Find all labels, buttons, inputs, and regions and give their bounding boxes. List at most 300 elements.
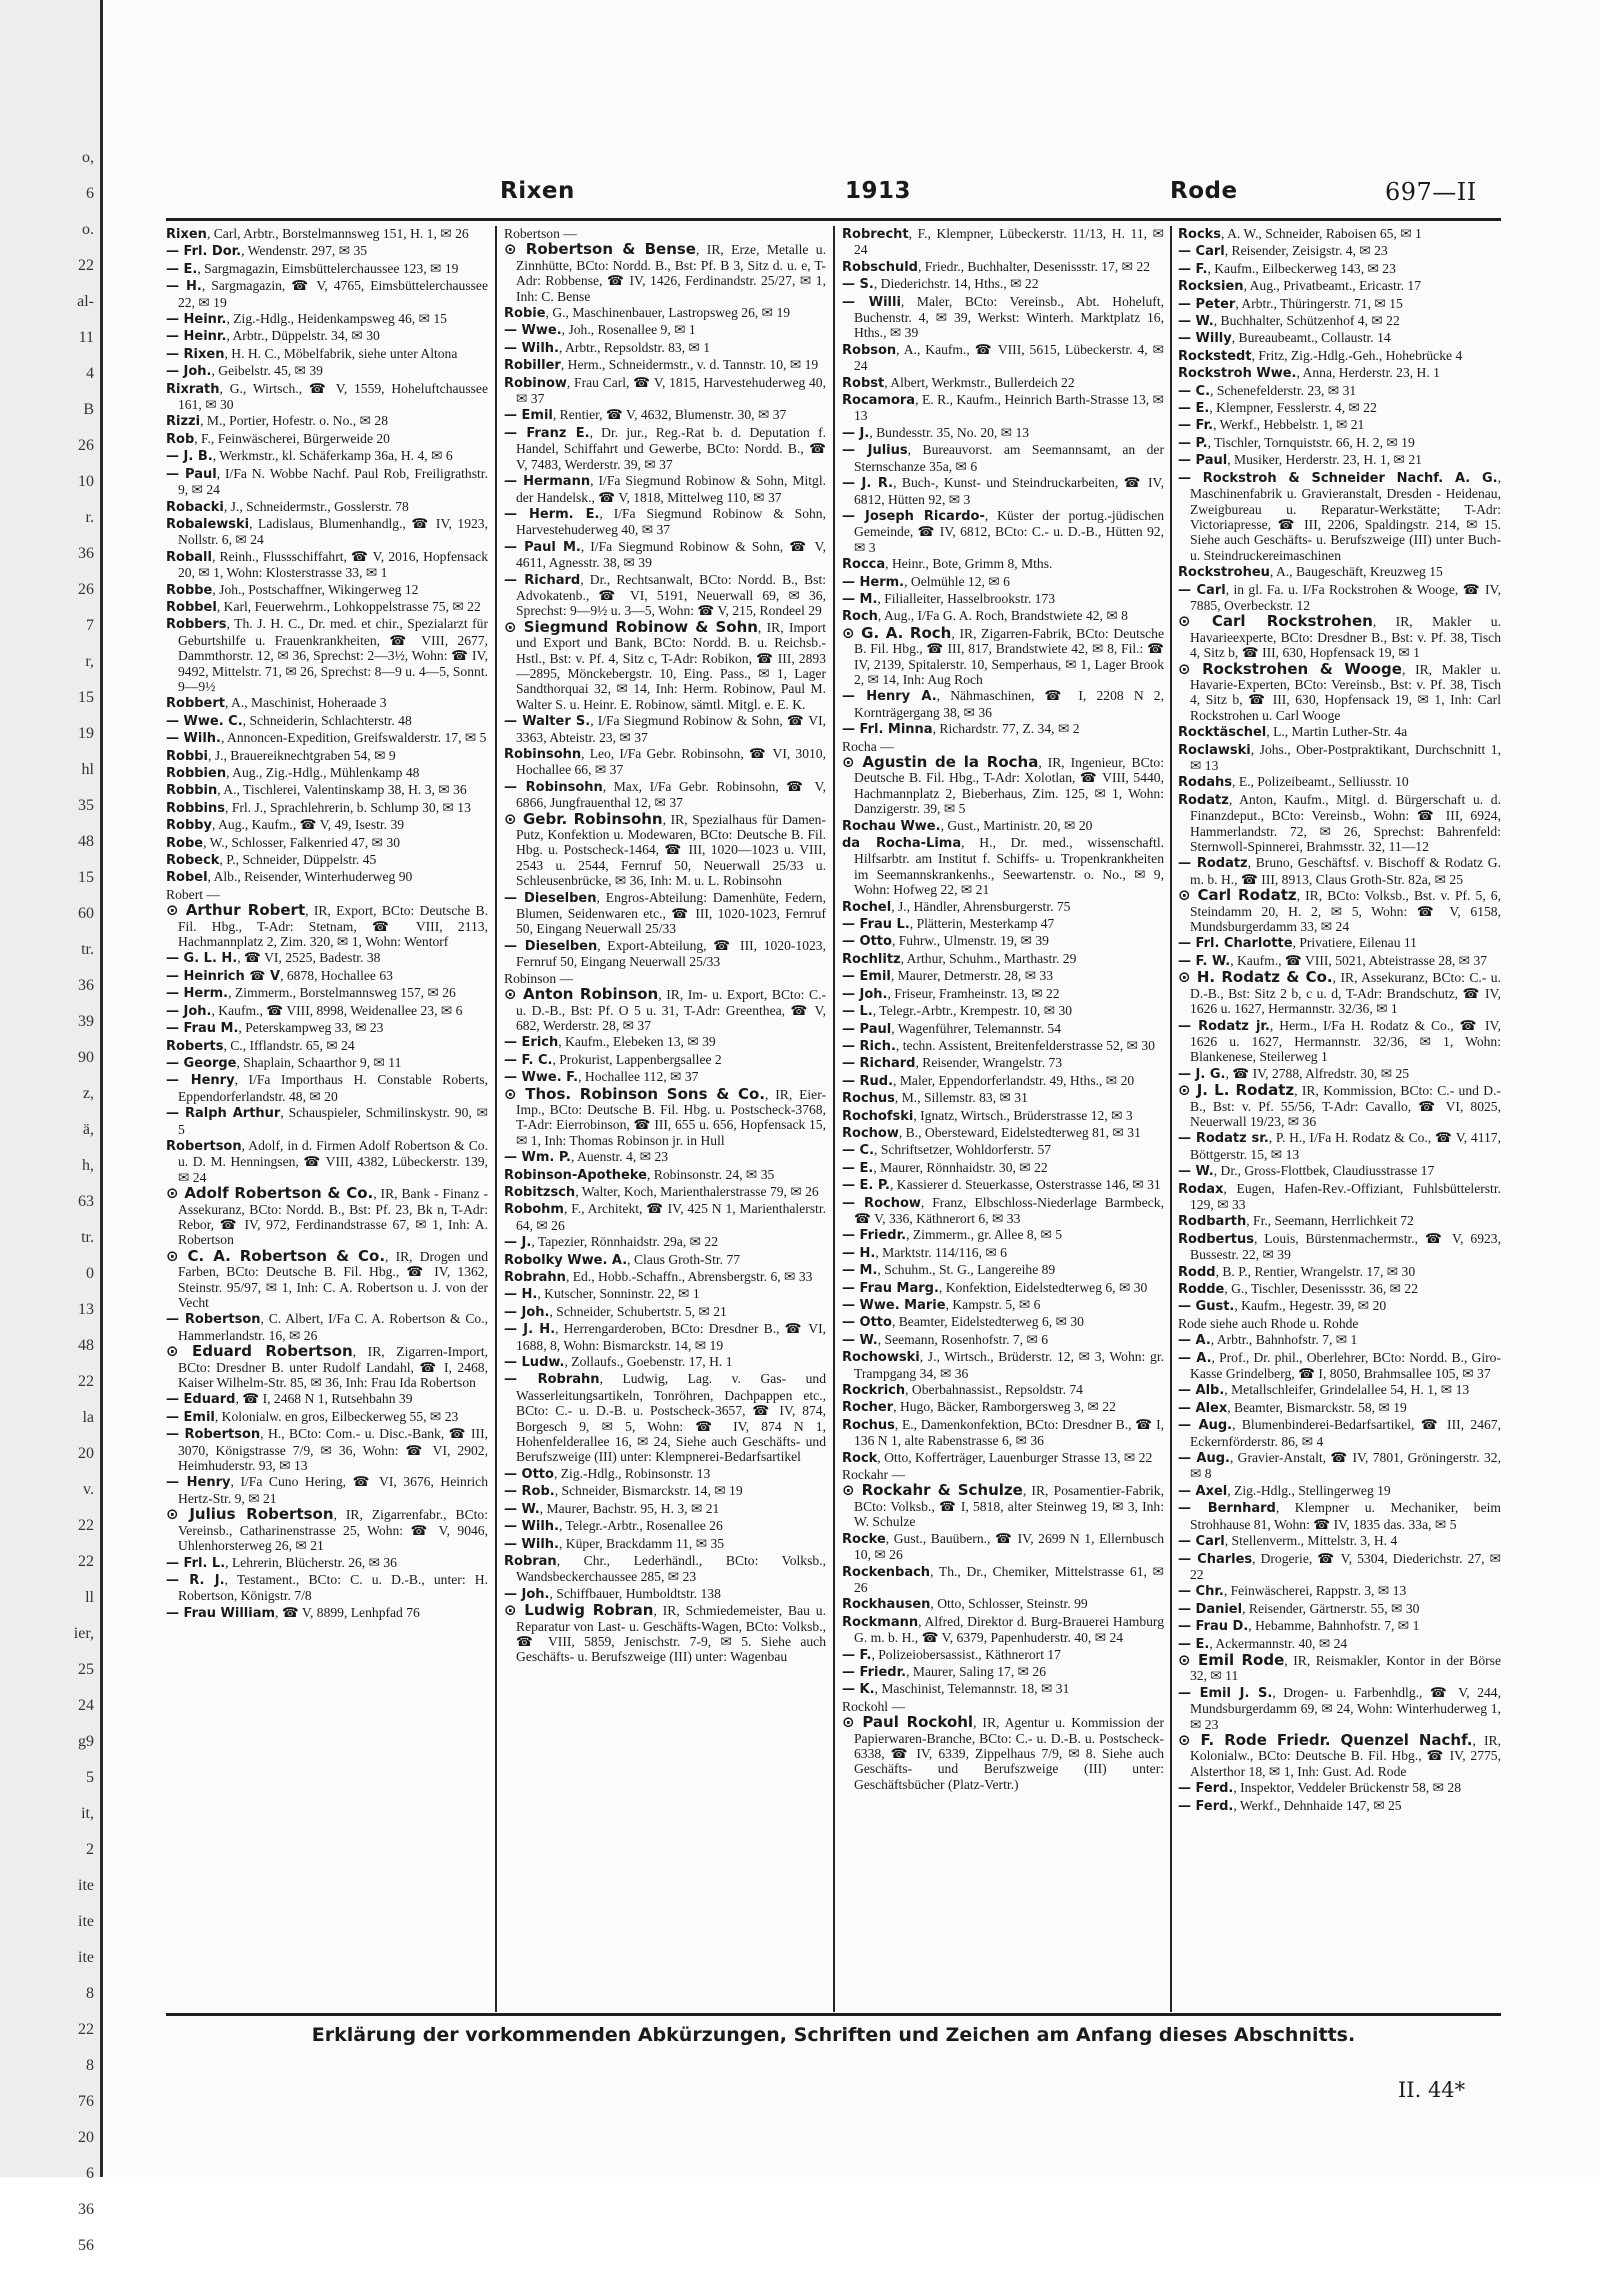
directory-entry: — F. C., Prokurist, Lappenbergsallee 2 bbox=[504, 1051, 722, 1068]
margin-fragment: 13 bbox=[78, 1301, 94, 1318]
directory-entry: Robinson-Apotheke, Robinsonstr. 24, ✉ 35 bbox=[504, 1166, 775, 1183]
margin-fragment: r, bbox=[85, 653, 94, 670]
directory-entry: Rochus, E., Damenkonfektion, BCto: Dresdner B., ☎ I, 136 N 1, alte Rabenstrasse 6, ✉ 36 bbox=[842, 1416, 1164, 1449]
directory-entry: Robbien, Aug., Zig.-Hdlg., Mühlenkamp 48 bbox=[166, 765, 420, 781]
directory-entry: — Alb., Metallschleifer, Grindelallee 54, H. 1, ✉ 13 bbox=[1178, 1382, 1470, 1399]
directory-entry: — Wwe. C., Schneiderin, Schlachterstr. 48 bbox=[166, 712, 412, 729]
directory-entry: — Ferd., Werkf., Dehnhaide 147, ✉ 25 bbox=[1178, 1797, 1402, 1814]
directory-entry: — Herm. E., I/Fa Siegmund Robinow & Sohn, Harvestehuderweg 40, ✉ 37 bbox=[504, 505, 826, 538]
directory-entry: Robertson — bbox=[504, 226, 577, 241]
directory-entry: Robeck, P., Schneider, Düppelstr. 45 bbox=[166, 852, 377, 869]
margin-fragment: 48 bbox=[78, 1337, 94, 1354]
directory-entry: — Joh., Kaufm., ☎ VIII, 8998, Weidenallee 23, ✉ 6 bbox=[166, 1002, 463, 1019]
directory-entry: Rockstroh Wwe., Anna, Herderstr. 23, H. 1 bbox=[1178, 365, 1440, 382]
directory-entry: — Frau L., Plätterin, Mesterkamp 47 bbox=[842, 916, 1055, 933]
directory-entry: — Carl, in gl. Fa. u. I/Fa Rockstrohen & Wooge, ☎ IV, 7885, Overbeckstr. 12 bbox=[1178, 581, 1501, 613]
directory-entry: — Rochow, Franz, Elbschloss-Niederlage Barmbeck, ☎ V, 336, Käthnerort 6, ✉ 33 bbox=[842, 1194, 1164, 1226]
directory-entry: Rocamora, E. R., Kaufm., Heinrich Barth-Strasse 13, ✉ 13 bbox=[842, 392, 1164, 424]
running-header bbox=[170, 178, 1490, 214]
margin-fragment: 22 bbox=[78, 1373, 94, 1390]
directory-entry: ⊙ Rockahr & Schulze, IR, Posamentier-Fabrik, BCto: Volksb., ☎ I, 5818, alter Steinweg 19, ✉ 3, Inh: W. Schulze bbox=[842, 1481, 1164, 1530]
directory-entry: Robschuld, Friedr., Buchhalter, Desenissstr. 17, ✉ 22 bbox=[842, 258, 1151, 275]
directory-entry: ⊙ Gebr. Robinsohn, IR, Spezialhaus für Damen-Putz, Konfektion u. Modewaren, BCto: Deutsche B. Fil. Hbg. u. Postscheck-1464, ☎ III, 1020—1023 u. VIII, 2543 u. 2544, Fernruf 50, Neuerwall 25/33 u. Schleusenbrücke, ✉ 36, Inh: M. u. L. Robinsohn bbox=[504, 809, 827, 889]
directory-entry: Robst, Albert, Werkmstr., Bullerdeich 22 bbox=[842, 374, 1075, 391]
margin-fragment: 36 bbox=[78, 2201, 94, 2218]
margin-fragment: 39 bbox=[78, 1013, 94, 1030]
directory-entry: — Frl. L., Lehrerin, Blücherstr. 26, ✉ 36 bbox=[166, 1554, 397, 1571]
directory-entry: Rockstroheu, A., Baugeschäft, Kreuzweg 15 bbox=[1178, 564, 1443, 581]
directory-entry: ⊙ C. A. Robertson & Co., IR, Drogen und Farben, BCto: Deutsche B. Fil. Hbg., ☎ IV, 1362, Steinstr. 95/97, ✉ 1, Inh: C. A. Robertson u. J. von der Vecht bbox=[166, 1246, 489, 1310]
margin-fragment: 15 bbox=[78, 869, 94, 886]
directory-entry: Rizzi, M., Portier, Hofestr. o. No., ✉ 28 bbox=[166, 413, 388, 430]
directory-entry: — George, Shaplain, Schaarthor 9, ✉ 11 bbox=[166, 1054, 402, 1071]
directory-entry: Robran, Chr., Lederhändl., BCto: Volksb., Wandsbeckerchaussee 285, ✉ 23 bbox=[504, 1552, 826, 1585]
directory-entry: — Henry, I/Fa Importhaus H. Constable Roberts, Eppendorferlandstr. 48, ✉ 20 bbox=[166, 1072, 488, 1104]
directory-entry: — Herm., Zimmerm., Borstelmannsweg 157, ✉ 26 bbox=[166, 985, 456, 1002]
directory-entry: — Richard, Dr., Rechtsanwalt, BCto: Nordd. B., Bst: Advokatenb., ☎ VI, 5191, Neuerwall 69, ✉ 36, Sprechst: 9—9½ u. 3—5, Wohn: ☎ V, 215, Rondeel 29 bbox=[504, 571, 827, 619]
directory-entry: — Ralph Arthur, Schauspieler, Schmilinskystr. 90, ✉ 5 bbox=[166, 1105, 488, 1137]
directory-entry: — Frau Marg., Konfektion, Eidelstedterweg 6, ✉ 30 bbox=[842, 1279, 1148, 1296]
directory-entry: Robby, Aug., Kaufm., ☎ V, 49, Isestr. 39 bbox=[166, 817, 405, 834]
directory-entry: Robohm, F., Architekt, ☎ IV, 425 N 1, Marienthalerstr. 64, ✉ 26 bbox=[504, 1201, 826, 1233]
directory-entry: — Frl. Charlotte, Privatiere, Eilenau 11 bbox=[1178, 935, 1417, 952]
margin-fragment: it, bbox=[81, 1805, 94, 1822]
margin-fragment: 7 bbox=[86, 617, 94, 634]
directory-entry: Roberts, C., Ifflandstr. 65, ✉ 24 bbox=[166, 1037, 355, 1054]
directory-entry: — Wwe. Marie, Kampstr. 5, ✉ 6 bbox=[842, 1297, 1041, 1313]
directory-entry: — H., Sargmagazin, ☎ V, 4765, Eimsbüttelerchaussee 22, ✉ 19 bbox=[166, 278, 488, 310]
directory-entry: ⊙ Carl Rockstrohen, IR, Makler u. Havarieexperte, BCto: Dresdner B., Bst: v. Pf. 38, Tisch 4, Sitz b, ☎ III, 630, Hopfensack 19, ✉ 1 bbox=[1178, 612, 1501, 661]
directory-entry: — Emil, Rentier, ☎ V, 4632, Blumenstr. 30, ✉ 37 bbox=[504, 407, 787, 424]
column-3 bbox=[842, 226, 1164, 2012]
margin-fragment: 8 bbox=[86, 2057, 94, 2074]
directory-entry: — Rich., techn. Assistent, Breitenfelderstrasse 52, ✉ 30 bbox=[842, 1037, 1155, 1054]
margin-fragment: 22 bbox=[78, 2021, 94, 2038]
directory-entry: Rochel, J., Händler, Ahrensburgerstr. 75 bbox=[842, 898, 1071, 915]
abbreviation-note: Erklärung der vorkommenden Abkürzungen, Schriften und Zeichen am Anfang dieses Abschnitts. bbox=[311, 2024, 1356, 2046]
margin-fragment: 22 bbox=[78, 257, 94, 274]
directory-entry: Robolky Wwe. A., Claus Groth-Str. 77 bbox=[504, 1251, 741, 1268]
directory-entry: — J. G., ☎ IV, 2788, Alfredstr. 30, ✉ 25 bbox=[1178, 1065, 1410, 1082]
directory-entry: — Aug., Gravier-Anstalt, ☎ IV, 7801, Gröningerstr. 32, ✉ 8 bbox=[1178, 1450, 1501, 1482]
directory-entry: — Alex, Beamter, Bismarckstr. 58, ✉ 19 bbox=[1178, 1399, 1407, 1416]
directory-entry: ⊙ Adolf Robertson & Co., IR, Bank - Finanz - Assekuranz, BCto: Nordd. B., Bst: Pf. 23, Bk n, T-Adr: Rebor, ☎ IV, 972, Ferdinandstrasse 67, ✉ 1, Inh: A. Robertson bbox=[166, 1184, 488, 1248]
directory-entry: — W., Maurer, Bachstr. 95, H. 3, ✉ 21 bbox=[504, 1500, 720, 1517]
directory-entry: ⊙ H. Rodatz & Co., IR, Assekuranz, BCto: C.- u. D.-B., Bst: Sitz 2 b, c u. d, T-Adr: Brandschutz, ☎ IV, 1626 u. 1627, Hermannstr. 32/36, ✉ 1 bbox=[1178, 968, 1501, 1017]
directory-entry: Rockstedt, Fritz, Zig.-Hdlg.-Geh., Hohebrücke 4 bbox=[1178, 347, 1463, 364]
directory-entry: — Henry, I/Fa Cuno Hering, ☎ VI, 3676, Heinrich Hertz-Str. 9, ✉ 21 bbox=[166, 1474, 488, 1506]
header-right-keyword: Rode bbox=[1170, 178, 1238, 204]
directory-entry: — Rob., Schneider, Bismarckstr. 14, ✉ 19 bbox=[504, 1483, 743, 1500]
directory-entry: — Dieselben, Export-Abteilung, ☎ III, 1020-1023, Fernruf 50, Eingang Neuerwall 25/33 bbox=[504, 937, 826, 970]
margin-fragment: 10 bbox=[78, 473, 94, 490]
margin-fragment: 0 bbox=[86, 1265, 94, 1282]
directory-entry: — Joh., Geibelstr. 45, ✉ 39 bbox=[166, 363, 323, 380]
directory-entry: Robiller, Herm., Schneidermstr., v. d. Tannstr. 10, ✉ 19 bbox=[504, 357, 819, 374]
directory-entry: — Bernhard, Klempner u. Mechaniker, beim Strohhause 81, Wohn: ☎ IV, 1835 das. 33a, ✉ 5 bbox=[1178, 1500, 1501, 1532]
margin-fragment: tr. bbox=[81, 1229, 94, 1246]
directory-entry: Robel, Alb., Reisender, Winterhuderweg 90 bbox=[166, 869, 413, 886]
header-left-keyword: Rixen bbox=[500, 178, 575, 204]
directory-entry: — E., Maurer, Rönnhaidstr. 30, ✉ 22 bbox=[842, 1159, 1048, 1176]
directory-entry: — J., Bundesstr. 35, No. 20, ✉ 13 bbox=[842, 424, 1030, 441]
directory-entry: — Otto, Zig.-Hdlg., Robinsonstr. 13 bbox=[504, 1465, 711, 1482]
directory-entry: — Wilh., Telegr.-Arbtr., Rosenallee 26 bbox=[504, 1518, 723, 1535]
margin-fragment: 48 bbox=[78, 833, 94, 850]
directory-entry: — Ferd., Inspektor, Veddeler Brückenstr 58, ✉ 28 bbox=[1178, 1780, 1462, 1797]
directory-entry: — Robertson, H., BCto: Com.- u. Disc.-Bank, ☎ III, 3070, Königstrasse 7/9, ✉ 36, Wohn: ☎ VI, 2902, Heimhuderstr. 93, ✉ 13 bbox=[166, 1426, 489, 1474]
directory-entry: Rockhausen, Otto, Schlosser, Steinstr. 99 bbox=[842, 1596, 1088, 1613]
directory-entry: — Emil, Maurer, Detmerstr. 28, ✉ 33 bbox=[842, 968, 1054, 985]
directory-entry: — R. J., Testament., BCto: C. u. D.-B., unter: H. Robertson, Königstr. 7/8 bbox=[166, 1571, 488, 1604]
margin-fragment: g9 bbox=[78, 1733, 94, 1750]
directory-entry: — Wm. P., Auenstr. 4, ✉ 23 bbox=[504, 1149, 669, 1166]
margin-fragment: 35 bbox=[78, 797, 94, 814]
directory-entry: — Frau William, ☎ V, 8899, Lenhpfad 76 bbox=[166, 1604, 420, 1621]
directory-entry: Rocks, A. W., Schneider, Raboisen 65, ✉ 1 bbox=[1178, 226, 1422, 242]
directory-entry: — F., Polizeiobersassist., Käthnerort 17 bbox=[842, 1646, 1061, 1663]
directory-entry: — Emil J. S., Drogen- u. Farbenhdlg., ☎ V, 244, Mundsburgerdamm 69, ✉ 24, Wohn: Winterhuderweg 1, ✉ 23 bbox=[1178, 1684, 1501, 1732]
margin-fragment: 24 bbox=[78, 1697, 94, 1714]
header-year: 1913 bbox=[845, 178, 912, 204]
directory-entry: — E., Ackermannstr. 40, ✉ 24 bbox=[1178, 1635, 1348, 1652]
directory-entry: ⊙ F. Rode Friedr. Quenzel Nachf., IR, Kolonialw., BCto: Deutsche B. Fil. Hbg., ☎ IV, 2775, Alsterthor 18, ✉ 1, Inh: Gust. Ad. Rode bbox=[1178, 1730, 1501, 1779]
directory-entry: — J. R., Buch-, Kunst- und Steindruckarbeiten, ☎ IV, 6812, Hütten 92, ✉ 3 bbox=[842, 475, 1164, 507]
directory-entry: Robbe, Joh., Postschaffner, Wikingerweg 12 bbox=[166, 581, 419, 598]
directory-entry: — Willi, Maler, BCto: Vereinsb., Abt. Hoheluft, Buchenstr. 4, ✉ 39, Werkst: Winterh. Marktplatz 16, Hths., ✉ 39 bbox=[842, 293, 1164, 341]
margin-fragment: 15 bbox=[78, 689, 94, 706]
directory-entry: — E., Sargmagazin, Eimsbüttelerchaussee 123, ✉ 19 bbox=[166, 260, 459, 277]
directory-entry: ⊙ Thos. Robinson Sons & Co., IR, Eier-Imp., BCto: Deutsche B. Fil. Hbg. u. Postscheck-3768, T-Adr: Eierrobinson, ☎ III, 655 u. 656, Hopfensack 15, ✉ 1, Inh: Thomas Robinson jr. in Hull bbox=[504, 1084, 826, 1148]
directory-entry: Robbin, A., Tischlerei, Valentinskamp 38, H. 3, ✉ 36 bbox=[166, 782, 467, 799]
directory-entry: — Paul, Musiker, Herderstr. 23, H. 1, ✉ 21 bbox=[1178, 452, 1422, 469]
column-2 bbox=[504, 226, 826, 2012]
directory-entry: ⊙ Emil Rode, IR, Reismakler, Kontor in der Börse 32, ✉ 11 bbox=[1178, 1650, 1501, 1684]
directory-entry: Rockahr — bbox=[842, 1467, 906, 1483]
column-divider bbox=[1170, 226, 1172, 2012]
directory-entry: — Gust., Kaufm., Hegestr. 39, ✉ 20 bbox=[1178, 1298, 1387, 1315]
directory-entry: — Paul M., I/Fa Siegmund Robinow & Sohn, ☎ V, 4611, Agnesstr. 38, ✉ 39 bbox=[504, 538, 826, 571]
directory-entry: Roch, Aug., I/Fa G. A. Roch, Brandstwiete 42, ✉ 8 bbox=[842, 608, 1128, 625]
directory-entry: Rocha — bbox=[842, 738, 894, 754]
directory-entry: — H., Marktstr. 114/116, ✉ 6 bbox=[842, 1244, 1007, 1261]
margin-fragment: la bbox=[82, 1409, 94, 1426]
directory-entry: Rixrath, G., Wirtsch., ☎ V, 1559, Hoheluftchaussee 161, ✉ 30 bbox=[166, 380, 488, 413]
directory-entry: — Carl, Reisender, Zeisigstr. 4, ✉ 23 bbox=[1178, 243, 1388, 260]
directory-entry: ⊙ Carl Rodatz, IR, BCto: Volksb., Bst. v. Pf. 5, 6, Steindamm 20, H. 2, ✉ 5, Wohn: ☎ V, 6158, Mundsburgerdamm 33, ✉ 24 bbox=[1178, 886, 1501, 935]
directory-entry: ⊙ Arthur Robert, IR, Export, BCto: Deutsche B. Fil. Hbg., T-Adr: Stetnam, ☎ VIII, 2113, Hachmannplatz 2, Zim. 320, ✉ 1, Wohn: Wentorf bbox=[166, 901, 488, 950]
directory-entry: Robinson — bbox=[504, 970, 574, 986]
margin-fragment: 26 bbox=[78, 581, 94, 598]
directory-entry: — Friedr., Maurer, Saling 17, ✉ 26 bbox=[842, 1663, 1047, 1680]
directory-entry: Robacki, J., Schneidermstr., Gosslerstr. 78 bbox=[166, 498, 409, 515]
directory-entry: Robinow, Frau Carl, ☎ V, 1815, Harvestehuderweg 40, ✉ 37 bbox=[504, 374, 826, 407]
margin-fragment: 26 bbox=[78, 437, 94, 454]
directory-entry: Roclawski, Johs., Ober-Postpraktikant, Durchschnitt 1, ✉ 13 bbox=[1178, 741, 1501, 773]
directory-entry: Rodbertus, Louis, Bürstenmachermstr., ☎ V, 6923, Bussestr. 22, ✉ 39 bbox=[1178, 1230, 1501, 1263]
margin-fragment: r. bbox=[85, 509, 94, 526]
directory-entry: Rodde, G., Tischler, Desenissstr. 36, ✉ 22 bbox=[1178, 1281, 1418, 1297]
directory-entry: ⊙ Eduard Robertson, IR, Zigarren-Import, BCto: Dresdner B. unter Rudolf Landahl, ☎ I, 2468, Kaiser Wilhelm-Str. 85, ✉ 36, Inh: Frau Ida Robertson bbox=[166, 1342, 488, 1391]
directory-entry: — Joh., Friseur, Framheinstr. 13, ✉ 22 bbox=[842, 985, 1060, 1002]
margin-fragment: hl bbox=[81, 761, 94, 778]
directory-entry: Roball, Reinh., Flussschiffahrt, ☎ V, 2016, Hopfensack 20, ✉ 1, Wohn: Klosterstrasse 33, ✉ 1 bbox=[166, 548, 488, 581]
directory-entry: — Axel, Zig.-Hdlg., Stellingerweg 19 bbox=[1178, 1482, 1391, 1499]
directory-entry: — Carl, Stellenverm., Mittelstr. 3, H. 4 bbox=[1178, 1533, 1398, 1550]
directory-entry: ⊙ J. L. Rodatz, IR, Kommission, BCto: C.- und D.-B., Bst: v. Pf. 55/56, T-Adr: Cavallo, ☎ VI, 8025, Neuerwall 19/23, ✉ 36 bbox=[1178, 1081, 1502, 1129]
directory-entry: Rochau Wwe., Gust., Martinistr. 20, ✉ 20 bbox=[842, 817, 1093, 834]
directory-entry: — Chr., Feinwäscherei, Rappstr. 3, ✉ 13 bbox=[1178, 1583, 1407, 1600]
directory-entry: — M., Schuhm., St. G., Langereihe 89 bbox=[842, 1262, 1056, 1279]
directory-entry: — Wilh., Annoncen-Expedition, Greifswalderstr. 17, ✉ 5 bbox=[166, 730, 487, 747]
directory-entry: — Wilh., Arbtr., Repsoldstr. 83, ✉ 1 bbox=[504, 339, 711, 356]
directory-entry: Rodax, Eugen, Hafen-Rev.-Offiziant, Fuhlsbüttelerstr. 129, ✉ 33 bbox=[1178, 1180, 1501, 1212]
directory-entry: — Paul, I/Fa N. Wobbe Nachf. Paul Rob, Freiligrathstr. 9, ✉ 24 bbox=[166, 465, 488, 498]
directory-entry: — Aug., Blumenbinderei-Bedarfsartikel, ☎ III, 2467, Eckernförderstr. 86, ✉ 4 bbox=[1178, 1417, 1501, 1449]
directory-entry: — Rixen, H. H. C., Möbelfabrik, siehe unter Altona bbox=[166, 345, 458, 362]
directory-entry: Rochus, M., Sillemstr. 83, ✉ 31 bbox=[842, 1090, 1028, 1107]
directory-entry: — C., Schriftsetzer, Wohldorferstr. 57 bbox=[842, 1142, 1052, 1159]
directory-entry: — Robrahn, Ludwig, Lag. v. Gas- und Wasserleitungsartikeln, Tonröhren, Dachpappen etc., BCto: C.- u. D.-B. u. Postscheck-3657, ☎ IV, 874, Borgesch 9, ✉ 5, Wohn: ☎ IV, 874 N 1, Hohenfelderallee 16, ✉ 24, Siehe auch Geschäfts- und Berufszweige (III) unter: Klempnerei-Bedarfsartikel bbox=[504, 1371, 826, 1465]
directory-entry: Rocca, Heinr., Bote, Grimm 8, Mths. bbox=[842, 556, 1053, 573]
directory-entry: — Rud., Maler, Eppendorferlandstr. 49, Hths., ✉ 20 bbox=[842, 1072, 1135, 1089]
directory-entry: — Otto, Fuhrw., Ulmenstr. 19, ✉ 39 bbox=[842, 933, 1049, 950]
directory-entry: Rock, Otto, Kofferträger, Lauenburger Strasse 13, ✉ 22 bbox=[842, 1449, 1153, 1466]
margin-fragment: h, bbox=[82, 1157, 94, 1174]
directory-entry: Rockmann, Alfred, Direktor d. Burg-Brauerei Hamburg G. m. b. H., ☎ V, 6379, Papenhuderstr. 40, ✉ 24 bbox=[842, 1613, 1164, 1646]
directory-entry: Robrahn, Ed., Hobb.-Schaffn., Abrensbergstr. 6, ✉ 33 bbox=[504, 1269, 813, 1285]
directory-entry: — Frl. Minna, Richardstr. 77, Z. 34, ✉ 2 bbox=[842, 721, 1080, 738]
column-1 bbox=[166, 226, 488, 2012]
directory-entry: Robertson, Adolf, in d. Firmen Adolf Robertson & Co. u. D. M. Henningsen, ☎ VIII, 4382, Lübeckerstr. 139, ✉ 24 bbox=[166, 1137, 488, 1185]
directory-entry: — Wwe., Joh., Rosenallee 9, ✉ 1 bbox=[504, 322, 696, 339]
directory-entry: — Richard, Reisender, Wrangelstr. 73 bbox=[842, 1055, 1063, 1072]
margin-fragment: 6 bbox=[86, 185, 94, 202]
margin-fragment: z, bbox=[82, 1085, 94, 1102]
directory-entry: — A., Prof., Dr. phil., Oberlehrer, BCto: Nordd. B., Giro-Kasse Grindelberg, ☎ I, 8050, Brahmsallee 105, ✉ 37 bbox=[1178, 1349, 1501, 1382]
directory-entry: — Joseph Ricardo-, Küster der portug.-jüdischen Gemeinde, ☎ IV, 6812, BCto: C.- u. D.-B., Hütten 92, ✉ 3 bbox=[842, 507, 1164, 555]
margin-fragment: 90 bbox=[78, 1049, 94, 1066]
previous-page-edge bbox=[0, 0, 103, 2254]
margin-fragment: 36 bbox=[78, 545, 94, 562]
directory-entry: — Walter S., I/Fa Siegmund Robinow & Sohn, ☎ VI, 3363, Abteistr. 23, ✉ 37 bbox=[504, 713, 826, 745]
margin-fragment: 36 bbox=[78, 977, 94, 994]
margin-fragment: 20 bbox=[78, 2129, 94, 2146]
directory-entry: — C., Schenefelderstr. 23, ✉ 31 bbox=[1178, 382, 1357, 399]
margin-fragment: ite bbox=[78, 1877, 94, 1894]
directory-entry: Robbert, A., Maschinist, Hoheraade 3 bbox=[166, 695, 387, 712]
directory-entry: — Charles, Drogerie, ☎ V, 5304, Diederichstr. 27, ✉ 22 bbox=[1178, 1550, 1501, 1582]
margin-fragment: 5 bbox=[86, 1769, 94, 1786]
directory-entry: — Frau M., Peterskampweg 33, ✉ 23 bbox=[166, 1020, 384, 1037]
margin-fragment: 2 bbox=[86, 1841, 94, 1858]
sheet-signature: II. 44* bbox=[1398, 2078, 1466, 2102]
directory-entry: — Wwe. F., Hochallee 112, ✉ 37 bbox=[504, 1069, 699, 1086]
directory-entry: — W., Dr., Gross-Flottbek, Claudiusstrasse 17 bbox=[1178, 1163, 1435, 1180]
directory-entry: — A., Arbtr., Bahnhofstr. 7, ✉ 1 bbox=[1178, 1332, 1358, 1349]
directory-entry: Rodahs, E., Polizeibeamt., Selliusstr. 10 bbox=[1178, 774, 1409, 791]
directory-entry: Robbins, Frl. J., Sprachlehrerin, b. Schlump 30, ✉ 13 bbox=[166, 799, 471, 816]
directory-entry: — Peter, Arbtr., Thüringerstr. 71, ✉ 15 bbox=[1178, 295, 1403, 312]
directory-entry: — Rodatz, Bruno, Geschäftsf. v. Bischoff & Rodatz G. m. b. H., ☎ III, 8913, Claus Groth-Str. 82a, ✉ 25 bbox=[1178, 855, 1501, 887]
directory-entry: Rockohl — bbox=[842, 1698, 906, 1714]
directory-entry: — M., Filialleiter, Hasselbrookstr. 173 bbox=[842, 590, 1056, 607]
directory-entry: — Otto, Beamter, Eidelstedterweg 6, ✉ 30 bbox=[842, 1314, 1084, 1331]
margin-fragment: 19 bbox=[78, 725, 94, 742]
directory-entry: — J. B., Werkmstr., kl. Schäferkamp 36a, H. 4, ✉ 6 bbox=[166, 448, 453, 465]
directory-entry: — E. P., Kassierer d. Steuerkasse, Osterstrasse 146, ✉ 31 bbox=[842, 1177, 1161, 1194]
margin-fragment: o, bbox=[82, 149, 94, 166]
directory-entry: — Erich, Kaufm., Elebeken 13, ✉ 39 bbox=[504, 1034, 716, 1051]
margin-fragment: 63 bbox=[78, 1193, 94, 1210]
directory-entry: Rodbarth, Fr., Seemann, Herrlichkeit 72 bbox=[1178, 1213, 1414, 1230]
directory-entry: ⊙ Paul Rockohl, IR, Agentur u. Kommission der Papierwaren-Branche, BCto: C.- u. D.-B. u. Postscheck-6338, ☎ IV, 6339, Zippelhaus 7/9, ✉ 8. Siehe auch Geschäfts- und Berufszweige (III) unter: Geschäftsbücher (Platz-Vertr.) bbox=[842, 1713, 1164, 1792]
margin-fragment: ä, bbox=[82, 1121, 94, 1138]
directory-entry: — Herm., Oelmühle 12, ✉ 6 bbox=[842, 573, 1010, 590]
directory-entry: Robie, G., Maschinenbauer, Lastropsweg 26, ✉ 19 bbox=[504, 305, 791, 322]
directory-entry: Rode siehe auch Rhode u. Rohde bbox=[1178, 1315, 1359, 1331]
directory-entry: — Emil, Kolonialw. en gros, Eilbeckerweg 55, ✉ 23 bbox=[166, 1408, 459, 1425]
directory-entry: — Eduard, ☎ I, 2468 N 1, Rutsehbahn 39 bbox=[166, 1391, 413, 1408]
directory-entry: Robbers, Th. J. H. C., Dr. med. et chir., Spezialarzt für Geburtshilfe u. Frauenkrankheiten, ☎ VIII, 2677, Dammthorstr. 12, ✉ 36, Sprechst: 2—3½, Wohn: ☎ IV, 9492, Mittelstr. 71, ✉ 26, Sprechst: 8—9 u. 4—5, Sonnt. 9—9½ bbox=[166, 616, 488, 694]
margin-fragment: al- bbox=[77, 293, 94, 310]
margin-fragment: 60 bbox=[78, 905, 94, 922]
directory-entry: Rocke, Gust., Bauübern., ☎ IV, 2699 N 1, Ellernbusch 10, ✉ 26 bbox=[842, 1530, 1164, 1563]
directory-entry: — W., Seemann, Rosenhofstr. 7, ✉ 6 bbox=[842, 1331, 1049, 1348]
directory-entry: — F., Kaufm., Eilbeckerweg 143, ✉ 23 bbox=[1178, 260, 1396, 277]
margin-fragment: ll bbox=[85, 1589, 94, 1606]
directory-entry: — G. L. H., ☎ VI, 2525, Badestr. 38 bbox=[166, 950, 381, 967]
directory-entry: — Rodatz sr., P. H., I/Fa H. Rodatz & Co., ☎ V, 4117, Böttgerstr. 15, ✉ 13 bbox=[1178, 1130, 1501, 1162]
margin-fragment: 8 bbox=[86, 1985, 94, 2002]
directory-entry: — Willy, Bureaubeamt., Collaustr. 14 bbox=[1178, 330, 1391, 347]
directory-entry: — Robertson, C. Albert, I/Fa C. A. Robertson & Co., Hammerlandstr. 16, ✉ 26 bbox=[166, 1311, 488, 1343]
directory-entry: ⊙ Anton Robinson, IR, Im- u. Export, BCto: C.- u. D.-B., Bst: Pf. O 5 u. 31, T-Adr: Greenthea, ☎ V, 682, Werderstr. 28, ✉ 37 bbox=[504, 985, 826, 1033]
directory-entry: Robert — bbox=[166, 886, 220, 902]
footer-rule bbox=[166, 2013, 1501, 2016]
page-number: 697—II bbox=[1385, 178, 1477, 206]
directory-entry: — Heinrich ☎ V, 6878, Hochallee 63 bbox=[166, 967, 393, 984]
directory-entry: Robalewski, Ladislaus, Blumenhandlg., ☎ IV, 1923, Nollstr. 6, ✉ 24 bbox=[166, 515, 488, 548]
directory-entry: — Ludw., Zollaufs., Goebenstr. 17, H. 1 bbox=[504, 1354, 733, 1371]
directory-entry: Rocher, Hugo, Bäcker, Ramborgersweg 3, ✉ 22 bbox=[842, 1399, 1116, 1416]
directory-entry: Robitzsch, Walter, Koch, Marienthalerstrasse 79, ✉ 26 bbox=[504, 1183, 819, 1200]
directory-entry: Rocktäschel, L., Martin Luther-Str. 4a bbox=[1178, 724, 1408, 741]
directory-entry: Robbel, Karl, Feuerwehrm., Lohkoppelstrasse 75, ✉ 22 bbox=[166, 598, 481, 615]
directory-entry: — E., Klempner, Fesslerstr. 4, ✉ 22 bbox=[1178, 400, 1377, 417]
column-4 bbox=[1178, 226, 1501, 2012]
directory-entry: — Heinr., Zig.-Hdlg., Heidenkampsweg 46, ✉ 15 bbox=[166, 311, 447, 328]
directory-entry: — Fr., Werkf., Hebbelstr. 1, ✉ 21 bbox=[1178, 417, 1365, 434]
column-divider bbox=[833, 226, 835, 2012]
margin-fragment: B bbox=[83, 401, 94, 418]
directory-entry: — W., Buchhalter, Schützenhof 4, ✉ 22 bbox=[1178, 313, 1400, 330]
margin-fragment: 4 bbox=[86, 365, 94, 382]
directory-entry: — Henry A., Nähmaschinen, ☎ I, 2208 N 2, Kornträgergang 38, ✉ 36 bbox=[842, 688, 1164, 720]
header-rule bbox=[166, 218, 1501, 221]
directory-entry: Rocksien, Aug., Privatbeamt., Ericastr. 17 bbox=[1178, 278, 1422, 295]
directory-entry: Rodd, B. P., Rentier, Wrangelstr. 17, ✉ 30 bbox=[1178, 1263, 1416, 1280]
margin-fragment: 6 bbox=[86, 2165, 94, 2182]
margin-fragment: 20 bbox=[78, 1445, 94, 1462]
directory-entry: — L., Telegr.-Arbtr., Krempestr. 10, ✉ 30 bbox=[842, 1003, 1073, 1020]
directory-entry: — Dieselben, Engros-Abteilung: Damenhüte, Federn, Blumen, Seidenwaren etc., ☎ III, 1020-1023, Fernruf 50, Eingang Neuerwall 25/33 bbox=[504, 889, 827, 937]
margin-fragment: tr. bbox=[81, 941, 94, 958]
directory-entry: ⊙ Rockstrohen & Wooge, IR, Makler u. Havarie-Experten, BCto: Vereinsb., Bst: v. Pf. 38, Tisch 4, Sitz b, ☎ III, 630, Hopfensack 19, ✉ 1, Inh: Carl Rockstrohen u. Carl Wooge bbox=[1178, 659, 1501, 723]
directory-entry: — J. H., Herrengarderoben, BCto: Dresdner B., ☎ VI, 1688, 8, Wohn: Bismarckstr. 14, ✉ 19 bbox=[504, 1321, 826, 1353]
directory-entry: — Joh., Schneider, Schubertstr. 5, ✉ 21 bbox=[504, 1303, 727, 1320]
column-divider bbox=[495, 226, 497, 2012]
directory-entry: — Friedr., Zimmerm., gr. Allee 8, ✉ 5 bbox=[842, 1227, 1063, 1244]
directory-entry: Rixen, Carl, Arbtr., Borstelmannsweg 151, H. 1, ✉ 26 bbox=[166, 226, 469, 242]
margin-fragment: ier, bbox=[73, 1625, 94, 1642]
directory-entry: ⊙ Agustin de la Rocha, IR, Ingenieur, BCto: Deutsche B. Fil. Hbg., T-Adr: Xolotlan, ☎ VIII, 5440, Hachmannplatz 2, Bieberhaus, Zim. 125, ✉ 1, Wohn: Danzigerstr. 39, ✉ 5 bbox=[842, 753, 1165, 817]
margin-fragment: 22 bbox=[78, 1517, 94, 1534]
directory-entry: Robrecht, F., Klempner, Lübeckerstr. 11/13, H. 11, ✉ 24 bbox=[842, 226, 1164, 258]
directory-entry: ⊙ Siegmund Robinow & Sohn, IR, Import und Export und Bank, BCto: Nordd. B. u. Reichsb.-Hstl., Bst: v. Pf. 4, Sitz c, T-Adr: Robikon, ☎ III, 2893—2895, Mönckebergstr. 10, Eing. Pass., ✉ 1, Lager Sandthorquai 32, ✉ 14, Inh: Herm. Robinow, Paul M. Walter S. u. Heinr. E. Robinow, sämtl. Mitgl. e. E. K. bbox=[504, 617, 826, 712]
directory-entry: — F. W., Kaufm., ☎ VIII, 5021, Abteistrasse 28, ✉ 37 bbox=[1178, 952, 1488, 969]
margin-fragment: ite bbox=[78, 1949, 94, 1966]
directory-entry: — Robinsohn, Max, I/Fa Gebr. Robinsohn, ☎ V, 6866, Jungfrauenthal 12, ✉ 37 bbox=[504, 778, 826, 811]
margin-fragment: 56 bbox=[78, 2237, 94, 2254]
directory-entry: — Hermann, I/Fa Siegmund Robinow & Sohn, Mitgl. der Handelsk., ☎ V, 1818, Mittelweg 110, ✉ 37 bbox=[504, 473, 827, 505]
directory-entry: — S., Diederichstr. 14, Hths., ✉ 22 bbox=[842, 276, 1039, 293]
directory-entry: ⊙ G. A. Roch, IR, Zigarren-Fabrik, BCto: Deutsche B. Fil. Hbg., ☎ III, 817, Brandstwiete 42, ✉ 8, Fil.: ☎ IV, 2139, Spitalerstr. 10, Semperhaus, ✉ 1, Lager Brook 2, ✉ 14, Inh: Aug Roch bbox=[842, 623, 1164, 687]
directory-entry: — Wilh., Küper, Brackdamm 11, ✉ 35 bbox=[504, 1535, 725, 1552]
margin-fragments bbox=[4, 150, 94, 2274]
directory-entry: Rob, F., Feinwäscherei, Bürgerweide 20 bbox=[166, 430, 390, 447]
margin-fragment: ite bbox=[78, 1913, 94, 1930]
directory-entry: Rochowski, J., Wirtsch., Brüderstr. 12, ✉ 3, Wohn: gr. Trampgang 34, ✉ 36 bbox=[842, 1349, 1164, 1381]
margin-fragment: v. bbox=[83, 1481, 94, 1498]
directory-entry: — Frl. Dor., Wendenstr. 297, ✉ 35 bbox=[166, 243, 368, 260]
directory-entry: — P., Tischler, Tornquiststr. 66, H. 2, ✉ 19 bbox=[1178, 434, 1415, 451]
directory-entry: Rodatz, Anton, Kaufm., Mitgl. d. Bürgerschaft u. d. Finanzdeput., BCto: Vereinsb., Wohn: ☎ III, 6924, Hammerlandstr. 72, ✉ 26, Sprechst: Bahrenfeld: Sternwoll-Spinnerei, Brahmsstr. 32, 11—12 bbox=[1178, 791, 1501, 855]
directory-entry: ⊙ Ludwig Robran, IR, Schmiedemeister, Bau u. Reparatur von Last- u. Geschäfts-Wagen, BCto: Volksb., ☎ VIII, 5859, Jenischstr. 7-9, ✉ 5. Siehe auch Geschäfts- u. Berufszweige (III) unter: Wagenbau bbox=[504, 1601, 826, 1665]
directory-entry: — Daniel, Reisender, Gärtnerstr. 55, ✉ 30 bbox=[1178, 1600, 1420, 1617]
directory-entry: Rochow, B., Obersteward, Eidelstedterweg 81, ✉ 31 bbox=[842, 1124, 1141, 1141]
directory-entry: — Paul, Wagenführer, Telemannstr. 54 bbox=[842, 1020, 1062, 1037]
margin-fragment: 11 bbox=[78, 329, 94, 346]
directory-entry: — Rodatz jr., Herm., I/Fa H. Rodatz & Co., ☎ IV, 1626 u. 1627, Hermannstr. 32/36, ✉ 1, Wohn: Blankenese, Steilerweg 1 bbox=[1178, 1017, 1502, 1065]
directory-entry: Robinsohn, Leo, I/Fa Gebr. Robinsohn, ☎ VI, 3010, Hochallee 66, ✉ 37 bbox=[504, 746, 826, 778]
directory-entry: — Frau D., Hebamme, Bahnhofstr. 7, ✉ 1 bbox=[1178, 1618, 1420, 1635]
directory-entry: — J., Tapezier, Rönnhaidstr. 29a, ✉ 22 bbox=[504, 1234, 719, 1251]
directory-entry: Rockenbach, Th., Dr., Chemiker, Mittelstrasse 61, ✉ 26 bbox=[842, 1563, 1164, 1595]
directory-entry: da Rocha-Lima, H., Dr. med., wissenschaftl. Hilfsarbtr. am Institut f. Schiffs- u. Tropenkrankheiten im Seemannskrankenhs., Seewartenstr. o. No., ✉ 9, Wohn: Hofweg 22, ✉ 21 bbox=[842, 835, 1165, 898]
directory-entry: — H., Kutscher, Sonninstr. 22, ✉ 1 bbox=[504, 1286, 700, 1303]
directory-entry: ⊙ Julius Robertson, IR, Zigarrenfabr., BCto: Vereinsb., Catharinenstrasse 25, Wohn: ☎ V, 9046, Uhlenhorsterweg 26, ✉ 21 bbox=[166, 1505, 488, 1554]
margin-fragment: o. bbox=[82, 221, 94, 238]
margin-fragment: 76 bbox=[78, 2093, 94, 2110]
directory-entry: — Heinr., Arbtr., Düppelstr. 34, ✉ 30 bbox=[166, 328, 380, 345]
margin-fragment: 22 bbox=[78, 1553, 94, 1570]
directory-entry: Robbi, J., Brauereiknechtgraben 54, ✉ 9 bbox=[166, 747, 396, 764]
directory-entry: Rochofski, Ignatz, Wirtsch., Brüderstrasse 12, ✉ 3 bbox=[842, 1107, 1133, 1124]
directory-entry: Robe, W., Schlosser, Falkenried 47, ✉ 30 bbox=[166, 834, 401, 851]
directory-entry: — K., Maschinist, Telemannstr. 18, ✉ 31 bbox=[842, 1681, 1070, 1698]
directory-entry: — Franz E., Dr. jur., Reg.-Rat b. d. Deputation f. Handel, Schiffahrt und Gewerbe, BCto: Nordd. B., ☎ V, 7483, Werderstr. 39, ✉ 37 bbox=[504, 424, 826, 472]
directory-entry: — Joh., Schiffbauer, Humboldtstr. 138 bbox=[504, 1585, 721, 1602]
margin-fragment: 25 bbox=[78, 1661, 94, 1678]
directory-columns bbox=[166, 226, 1501, 2012]
directory-entry: Robson, A., Kaufm., ☎ VIII, 5615, Lübeckerstr. 4, ✉ 24 bbox=[842, 341, 1164, 374]
directory-page bbox=[108, 0, 1600, 2177]
directory-entry: Rockrich, Oberbahnassist., Repsoldstr. 74 bbox=[842, 1382, 1083, 1399]
directory-entry: Rochlitz, Arthur, Schuhm., Marthastr. 29 bbox=[842, 950, 1077, 967]
directory-entry: — Julius, Bureauvorst. am Seemannsamt, an der Sternschanze 35a, ✉ 6 bbox=[842, 442, 1164, 474]
directory-entry: ⊙ Robertson & Bense, IR, Erze, Metalle u. Zinnhütte, BCto: Nordd. B., Bst: Pf. B 3, Sitz d. u. e, T-Adr: Robbense, ☎ IV, 1426, Ferdinandstr. 25/27, ✉ 1, Inh: C. Bense bbox=[504, 240, 827, 304]
